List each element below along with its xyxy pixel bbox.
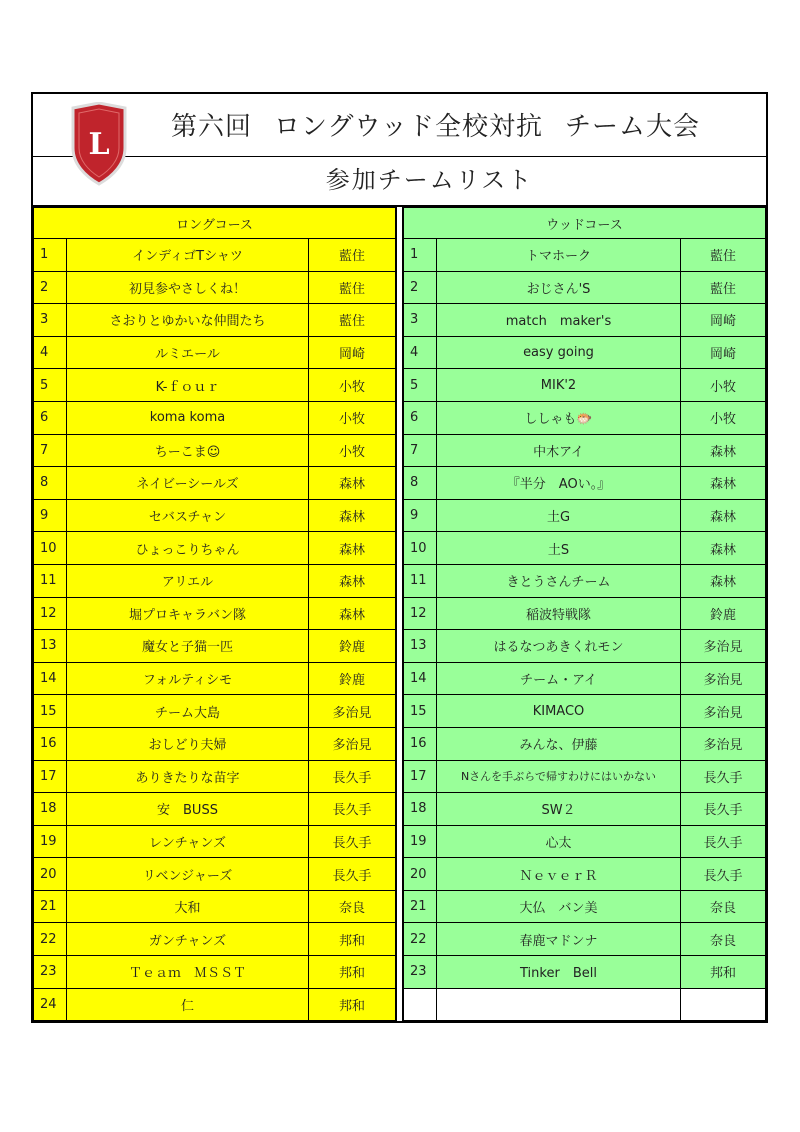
team-area: 藍住 [309, 239, 396, 272]
team-area: 邦和 [309, 923, 396, 956]
row-number: 21 [34, 890, 67, 923]
table-row [404, 434, 766, 467]
row-number: 1 [404, 239, 437, 272]
table-row [34, 988, 396, 1021]
row-number: 14 [34, 662, 67, 695]
team-name: 安 BUSS [67, 793, 309, 826]
team-area: 岡崎 [309, 336, 396, 369]
row-number: 8 [34, 467, 67, 500]
team-name: match maker's [437, 304, 681, 337]
team-name: ガンチャンズ [67, 923, 309, 956]
team-area: 森林 [681, 564, 766, 597]
team-area: 多治見 [681, 630, 766, 663]
team-name: ししゃも🐡 [437, 401, 681, 434]
table-row [34, 956, 396, 989]
row-number: 6 [404, 401, 437, 434]
table-row [404, 793, 766, 826]
table-row [34, 434, 396, 467]
team-area: 多治見 [309, 727, 396, 760]
course-tables [33, 207, 766, 1021]
row-number: 13 [34, 630, 67, 663]
team-name: チーム・アイ [437, 662, 681, 695]
team-name: 土G [437, 499, 681, 532]
title-part-3: チーム大会 [564, 112, 700, 142]
team-area: 長久手 [309, 825, 396, 858]
team-name: ルミエール [67, 336, 309, 369]
row-number: 17 [404, 760, 437, 793]
table-row [404, 825, 766, 858]
team-area: 多治見 [681, 695, 766, 728]
row-number: 9 [34, 499, 67, 532]
team-area: 森林 [309, 532, 396, 565]
row-number: 23 [404, 956, 437, 989]
row-number: 4 [34, 336, 67, 369]
team-name: Tinker Bell [437, 956, 681, 989]
team-name: 土S [437, 532, 681, 565]
team-name: Nさんを手ぶらで帰すわけにはいかない [437, 760, 681, 793]
table-row [404, 369, 766, 402]
team-area: 長久手 [681, 760, 766, 793]
table-row [404, 401, 766, 434]
page-subtitle: 参加チームリスト [325, 166, 534, 194]
row-number: 18 [404, 793, 437, 826]
logo-letter: L [88, 127, 110, 162]
team-area: 奈良 [309, 890, 396, 923]
team-name: レンチャンズ [67, 825, 309, 858]
team-name: さおりとゆかいな仲間たち [67, 304, 309, 337]
table-row [404, 890, 766, 923]
table-row [34, 695, 396, 728]
row-number: 13 [404, 630, 437, 663]
team-area: 森林 [309, 499, 396, 532]
wood-course-heading: ウッドコース [404, 208, 766, 239]
team-name: 大和 [67, 890, 309, 923]
row-number: 16 [34, 727, 67, 760]
table-row [34, 923, 396, 956]
team-name: おじさん'S [437, 271, 681, 304]
team-area: 邦和 [681, 956, 766, 989]
table-row [34, 564, 396, 597]
row-number: 7 [404, 434, 437, 467]
team-area: 長久手 [309, 858, 396, 891]
team-area: 長久手 [681, 858, 766, 891]
team-name: 初見参やさしくね！ [67, 271, 309, 304]
wood-course-table [403, 207, 766, 1021]
team-area: 小牧 [681, 369, 766, 402]
page-title [171, 106, 700, 143]
table-row [404, 858, 766, 891]
row-number: 4 [404, 336, 437, 369]
team-name: KIMACO [437, 695, 681, 728]
table-row [34, 271, 396, 304]
table-row [34, 369, 396, 402]
team-area: 多治見 [309, 695, 396, 728]
team-area: 長久手 [309, 793, 396, 826]
table-row [34, 890, 396, 923]
table-row [404, 564, 766, 597]
row-number: 22 [404, 923, 437, 956]
team-area: 鈴鹿 [309, 630, 396, 663]
team-name: アリエル [67, 564, 309, 597]
row-number: 5 [404, 369, 437, 402]
team-name: MIK'2 [437, 369, 681, 402]
team-name: セバスチャン [67, 499, 309, 532]
team-area: 長久手 [309, 760, 396, 793]
table-row [404, 956, 766, 989]
empty-cell [681, 988, 766, 1021]
team-name: トマホーク [437, 239, 681, 272]
long-course-heading: ロングコース [34, 208, 396, 239]
row-number: 12 [34, 597, 67, 630]
table-row [34, 467, 396, 500]
table-row [404, 695, 766, 728]
team-name: インディゴTシャツ [67, 239, 309, 272]
team-area: 小牧 [309, 369, 396, 402]
table-row [34, 336, 396, 369]
team-area: 多治見 [681, 727, 766, 760]
team-area: 森林 [309, 467, 396, 500]
table-separator [396, 207, 403, 1021]
table-row [404, 336, 766, 369]
table-row [404, 532, 766, 565]
row-number: 19 [34, 825, 67, 858]
team-name: 大仏 バン美 [437, 890, 681, 923]
team-area: 藍住 [309, 304, 396, 337]
row-number: 17 [34, 760, 67, 793]
team-name: 仁 [67, 988, 309, 1021]
table-row [34, 630, 396, 663]
row-number: 8 [404, 467, 437, 500]
row-number: 6 [34, 401, 67, 434]
title-row [33, 94, 766, 157]
team-area: 藍住 [681, 271, 766, 304]
team-name: フォルティシモ [67, 662, 309, 695]
table-row [34, 858, 396, 891]
table-row [404, 727, 766, 760]
table-row [34, 597, 396, 630]
team-area: 邦和 [309, 956, 396, 989]
title-part-2: ロングウッド全校対抗 [274, 112, 543, 142]
table-row [404, 760, 766, 793]
team-name: 春鹿マドンナ [437, 923, 681, 956]
row-number: 14 [404, 662, 437, 695]
table-row [34, 727, 396, 760]
team-name: チーム大島 [67, 695, 309, 728]
row-number: 15 [404, 695, 437, 728]
team-name: ちーこま☺ [67, 434, 309, 467]
row-number: 16 [404, 727, 437, 760]
team-name: きとうさんチーム [437, 564, 681, 597]
team-area: 岡崎 [681, 336, 766, 369]
team-area: 奈良 [681, 890, 766, 923]
team-name: K-ｆｏｕｒ [67, 369, 309, 402]
table-row [34, 662, 396, 695]
row-number: 10 [34, 532, 67, 565]
table-row [404, 304, 766, 337]
table-row [404, 239, 766, 272]
row-number: 15 [34, 695, 67, 728]
team-area: 長久手 [681, 825, 766, 858]
row-number: 21 [404, 890, 437, 923]
row-number: 9 [404, 499, 437, 532]
row-number: 10 [404, 532, 437, 565]
row-number: 5 [34, 369, 67, 402]
team-name: ありきたりな苗字 [67, 760, 309, 793]
team-area: 邦和 [309, 988, 396, 1021]
team-name: みんな、伊藤 [437, 727, 681, 760]
team-name: ＮｅｖｅｒＲ [437, 858, 681, 891]
row-number: 2 [34, 271, 67, 304]
team-area: 小牧 [309, 401, 396, 434]
team-list-sheet [31, 92, 768, 1023]
team-area: 小牧 [309, 434, 396, 467]
row-number: 18 [34, 793, 67, 826]
subtitle-row [33, 157, 766, 207]
row-number: 11 [34, 564, 67, 597]
row-number: 24 [34, 988, 67, 1021]
table-row [404, 499, 766, 532]
table-row [34, 499, 396, 532]
team-name: Ｔｅａｍ ＭＳＳＴ [67, 956, 309, 989]
team-area: 森林 [681, 532, 766, 565]
team-area: 多治見 [681, 662, 766, 695]
row-number: 3 [404, 304, 437, 337]
team-area: 鈴鹿 [681, 597, 766, 630]
table-row [404, 923, 766, 956]
row-number: 2 [404, 271, 437, 304]
long-course-table [33, 207, 396, 1021]
team-area: 岡崎 [681, 304, 766, 337]
row-number: 23 [34, 956, 67, 989]
row-number: 19 [404, 825, 437, 858]
long-course-header-row [34, 208, 396, 239]
team-name: 稲波特戦隊 [437, 597, 681, 630]
team-name: はるなつあきくれモン [437, 630, 681, 663]
row-number: 7 [34, 434, 67, 467]
team-name: SW２ [437, 793, 681, 826]
team-area: 小牧 [681, 401, 766, 434]
table-row [34, 760, 396, 793]
team-area: 藍住 [681, 239, 766, 272]
team-area: 森林 [309, 564, 396, 597]
team-name: ひょっこりちゃん [67, 532, 309, 565]
table-row [404, 988, 766, 1021]
table-row [34, 239, 396, 272]
team-name: リベンジャーズ [67, 858, 309, 891]
table-row [34, 793, 396, 826]
team-area: 長久手 [681, 793, 766, 826]
team-name: easy going [437, 336, 681, 369]
team-name: 堀プロキャラバン隊 [67, 597, 309, 630]
team-area: 森林 [681, 467, 766, 500]
table-row [404, 662, 766, 695]
team-name: ネイビーシールズ [67, 467, 309, 500]
empty-cell [404, 988, 437, 1021]
row-number: 1 [34, 239, 67, 272]
row-number: 3 [34, 304, 67, 337]
team-name: koma koma [67, 401, 309, 434]
team-area: 奈良 [681, 923, 766, 956]
team-area: 森林 [309, 597, 396, 630]
team-name: おしどり夫婦 [67, 727, 309, 760]
team-name: 中木アイ [437, 434, 681, 467]
table-row [404, 271, 766, 304]
table-row [34, 532, 396, 565]
row-number: 11 [404, 564, 437, 597]
row-number: 20 [34, 858, 67, 891]
team-name: 心太 [437, 825, 681, 858]
team-name: 『半分 AOい。』 [437, 467, 681, 500]
row-number: 22 [34, 923, 67, 956]
team-area: 鈴鹿 [309, 662, 396, 695]
title-part-1: 第六回 [171, 112, 253, 142]
team-area: 森林 [681, 434, 766, 467]
team-area: 藍住 [309, 271, 396, 304]
wood-course-header-row [404, 208, 766, 239]
empty-cell [437, 988, 681, 1021]
row-number: 12 [404, 597, 437, 630]
table-row [404, 467, 766, 500]
table-row [404, 597, 766, 630]
table-row [34, 401, 396, 434]
row-number: 20 [404, 858, 437, 891]
shield-logo-icon [69, 102, 129, 186]
table-row [404, 630, 766, 663]
team-name: 魔女と子猫一匹 [67, 630, 309, 663]
team-area: 森林 [681, 499, 766, 532]
table-row [34, 304, 396, 337]
table-row [34, 825, 396, 858]
